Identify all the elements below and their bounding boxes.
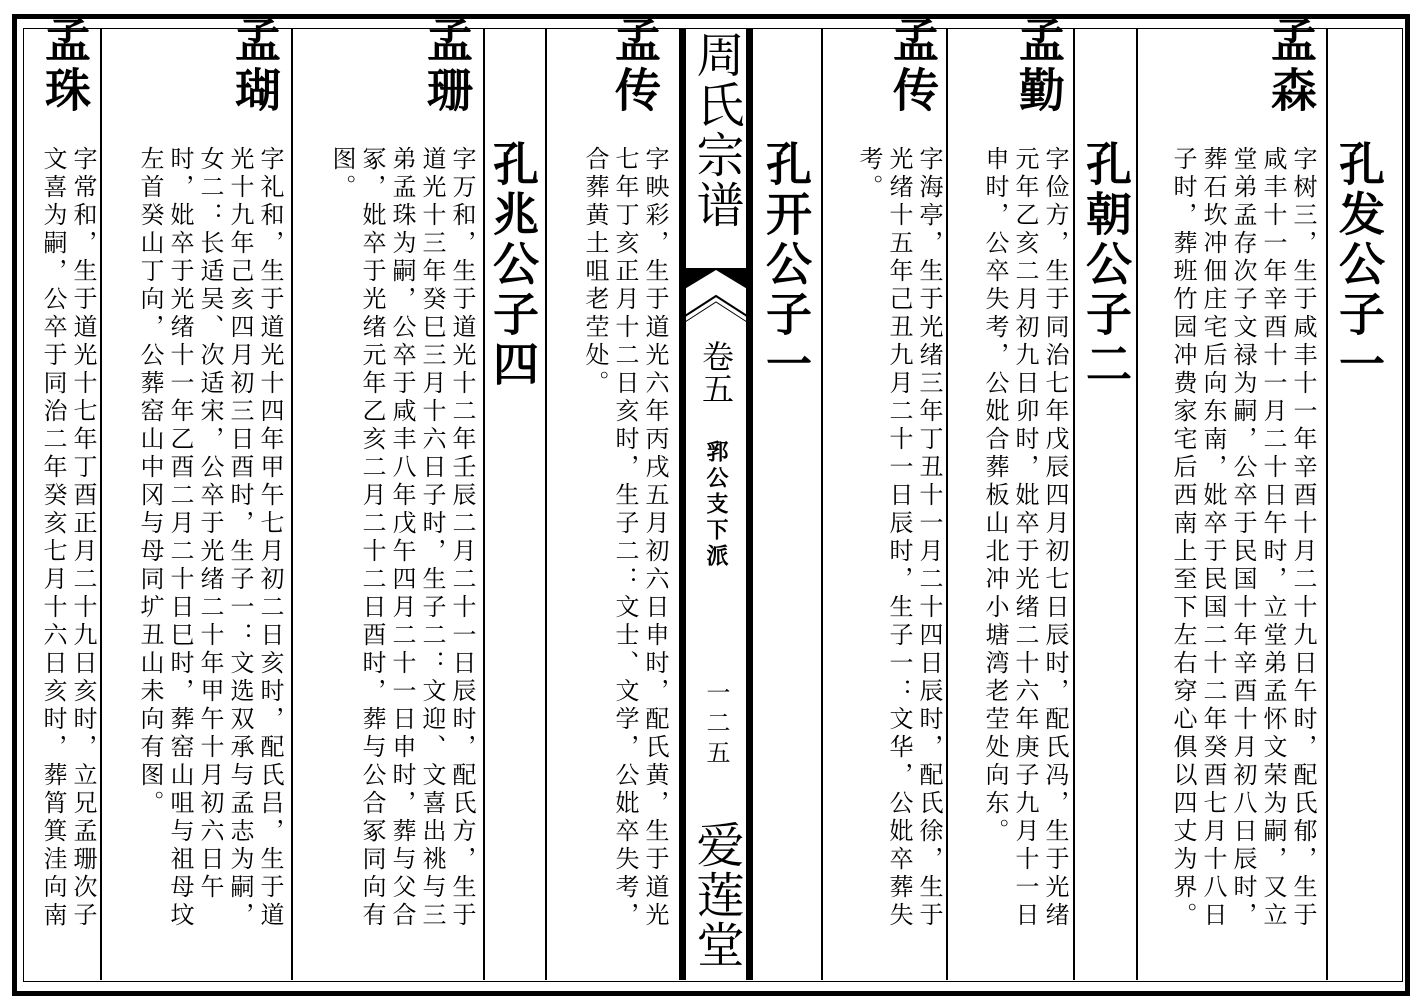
column-divider <box>1073 29 1075 980</box>
person-biography: 字映彩，生于道光六年丙戌五月初六日申时，配氏黄，生于道光七年丁亥正月十二日亥时，生子二：文士、文学，公妣卒失考，合葬黄土咀老茔处。 <box>581 146 669 930</box>
column-divider <box>1326 29 1328 980</box>
column-divider <box>821 29 823 980</box>
column-divider <box>483 29 485 980</box>
column-divider <box>545 29 547 980</box>
person-biography: 字常和，生于道光十七年丁酉正月二十九日亥时，立兄孟珊次子文喜为嗣，公卒于同治二年癸亥七月十六日亥时，葬筲箕洼向南 <box>39 146 97 930</box>
column-divider <box>1136 29 1138 980</box>
page-number: 一二五 <box>702 680 730 770</box>
person-name: 孟森 <box>1264 16 1318 116</box>
branch-label: 郛公支下派 <box>703 440 729 570</box>
banner-chevron-icon <box>683 268 749 332</box>
person-name: 孟勤 <box>1012 16 1066 116</box>
book-title: 周氏宗谱 <box>688 30 744 230</box>
banner-inner-line <box>685 29 686 980</box>
person-name: 孟传 <box>608 16 662 116</box>
column-divider <box>100 29 102 980</box>
person-biography: 字礼和，生于道光十四年甲午七月初二日亥时，配氏吕，生于道光十九年己亥四月初三日酉时，生子一：文选双承与孟志为嗣，女二：长适吴、次适宋，公卒于光绪二十年甲午十月初六日午时，妣卒于光绪十一年乙酉二月二十日巳时，葬窑山咀与祖母坟左首癸山丁向，公葬窑山中冈与母同圹丑山未向有图。 <box>136 146 284 930</box>
column-divider <box>291 29 293 980</box>
person-name: 孟珊 <box>420 16 474 116</box>
section-heading: 孔兆公子四 <box>486 140 540 390</box>
section-heading: 孔开公子一 <box>759 140 813 390</box>
column-divider <box>946 29 948 980</box>
person-name: 孟珠 <box>38 16 92 116</box>
person-biography: 字俭方，生于同治七年戊辰四月初七日辰时，配氏冯，生于光绪元年乙亥二月初九日卯时，妣卒于光绪二十六年庚子九月十一日申时，公卒失考，公妣合葬板山北冲小塘湾老茔处向东。 <box>981 146 1069 930</box>
volume-label: 卷五 <box>697 340 735 404</box>
hall-name: 爱莲堂 <box>688 820 744 970</box>
banner-right-bar <box>747 29 753 980</box>
banner-inner-line <box>746 29 747 980</box>
person-biography: 字海亭，生于光绪三年丁丑十一月二十四日辰时，配氏徐，生于光绪十五年己丑九月二十一日辰时，生子一：文华，公妣卒葬失考。 <box>855 146 943 930</box>
person-biography: 字树三，生于咸丰十一年辛酉十月二十九日午时，配氏郁，生于咸丰十一年辛酉十一月二十日午时，立堂弟孟怀文荣为嗣，又立堂弟孟存次子文禄为嗣，公卒于民国十年辛酉十月初八日辰时，葬石坎冲佃庄宅后向东南，妣卒于民国二十二年癸酉七月十八日子时，葬班竹园冲费家宅后西南上至下左右穿心俱以四丈为界。 <box>1169 146 1317 930</box>
section-heading: 孔发公子一 <box>1332 140 1386 390</box>
person-biography: 字万和，生于道光十二年壬辰二月二十一日辰时，配氏方，生于道光十三年癸巳三月十六日子时，生子二：文迎、文喜出祧与三弟孟珠为嗣，公卒于咸丰八年戊午四月二十一日申时，葬与父合冢，妣卒于光绪元年乙亥二月二十二日酉时，葬与公合冢同向有图。 <box>328 146 476 930</box>
section-heading: 孔朝公子二 <box>1079 140 1133 390</box>
person-name: 孟瑚 <box>228 16 282 116</box>
person-name: 孟传 <box>886 16 940 116</box>
